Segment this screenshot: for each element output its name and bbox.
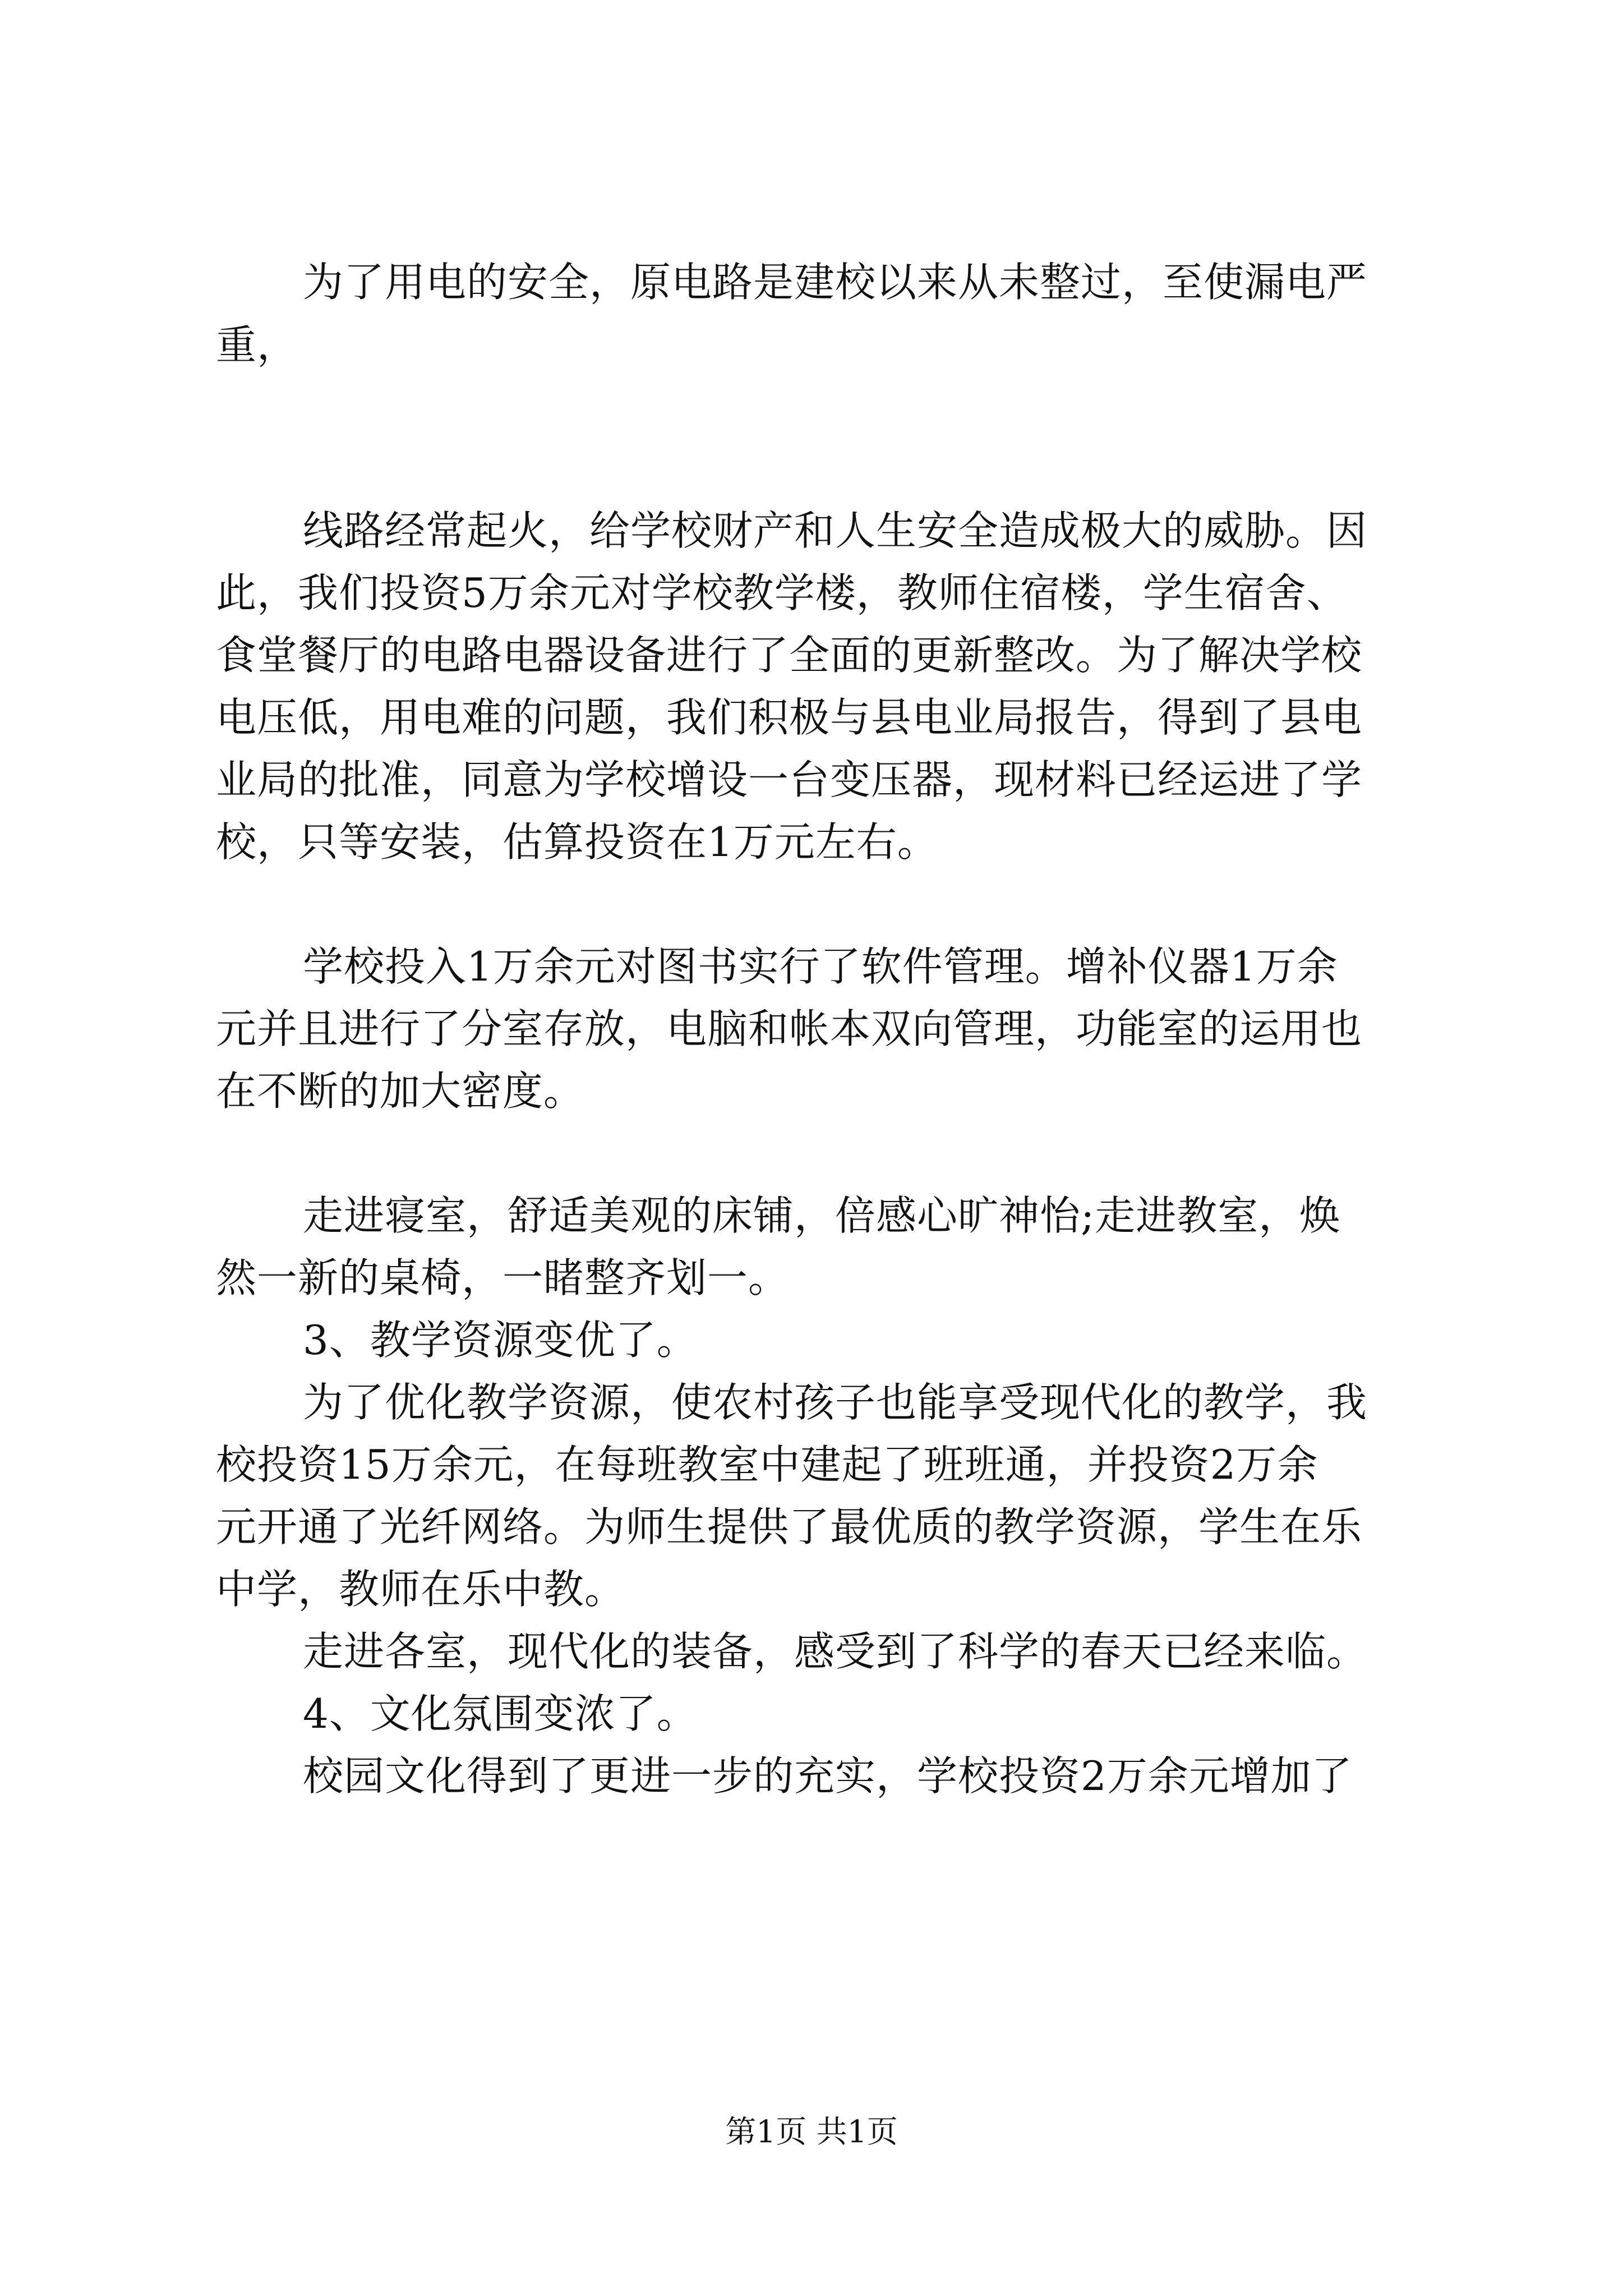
body-line-12: 走进寝室，舒适美观的床铺，倍感心旷神怡;走进教室，焕	[303, 1192, 1341, 1239]
body-line-2: 重，	[216, 321, 298, 369]
body-line-9: 学校投入1万余元对图书实行了软件管理。增补仪器1万余	[303, 943, 1338, 990]
body-line-15: 为了优化教学资源，使农村孩子也能享受现代化的教学，我	[303, 1379, 1368, 1426]
body-line-10: 元并且进行了分室存放，电脑和帐本双向管理，功能室的运用也	[216, 1005, 1363, 1052]
body-line-13: 然一新的桌椅，一睹整齐划一。	[216, 1254, 790, 1301]
body-line-4: 此，我们投资5万余元对学校教学楼，教师住宿楼，学生宿舍、	[216, 569, 1348, 616]
body-line-21: 校园文化得到了更进一步的充实，学校投资2万余元增加了	[303, 1752, 1353, 1800]
body-line-8: 校，只等安装，估算投资在1万元左右。	[216, 818, 938, 866]
body-line-16: 校投资15万余元，在每班教室中建起了班班通，并投资2万余	[216, 1441, 1318, 1488]
body-line-11: 在不断的加大密度。	[216, 1068, 585, 1115]
body-line-7: 业局的批准，同意为学校增设一台变压器，现材料已经运进了学	[216, 756, 1363, 803]
body-line-1: 为了用电的安全，原电路是建校以来从未整过，至使漏电严	[303, 259, 1368, 306]
body-line-19: 走进各室，现代化的装备，感受到了科学的春天已经来临。	[303, 1628, 1368, 1675]
page-footer: 第1页 共1页	[725, 2114, 898, 2150]
body-line-5: 食堂餐厅的电路电器设备进行了全面的更新整改。为了解决学校	[216, 632, 1363, 679]
section-heading-4: 4、文化氛围变浓了。	[303, 1690, 698, 1737]
body-line-3: 线路经常起火，给学校财产和人生安全造成极大的威胁。因	[303, 507, 1368, 554]
section-heading-3: 3、教学资源变优了。	[303, 1317, 698, 1364]
body-line-6: 电压低，用电难的问题，我们积极与县电业局报告，得到了县电	[216, 694, 1363, 741]
body-line-18: 中学，教师在乐中教。	[216, 1566, 626, 1613]
body-line-17: 元开通了光纤网络。为师生提供了最优质的教学资源，学生在乐	[216, 1503, 1363, 1550]
